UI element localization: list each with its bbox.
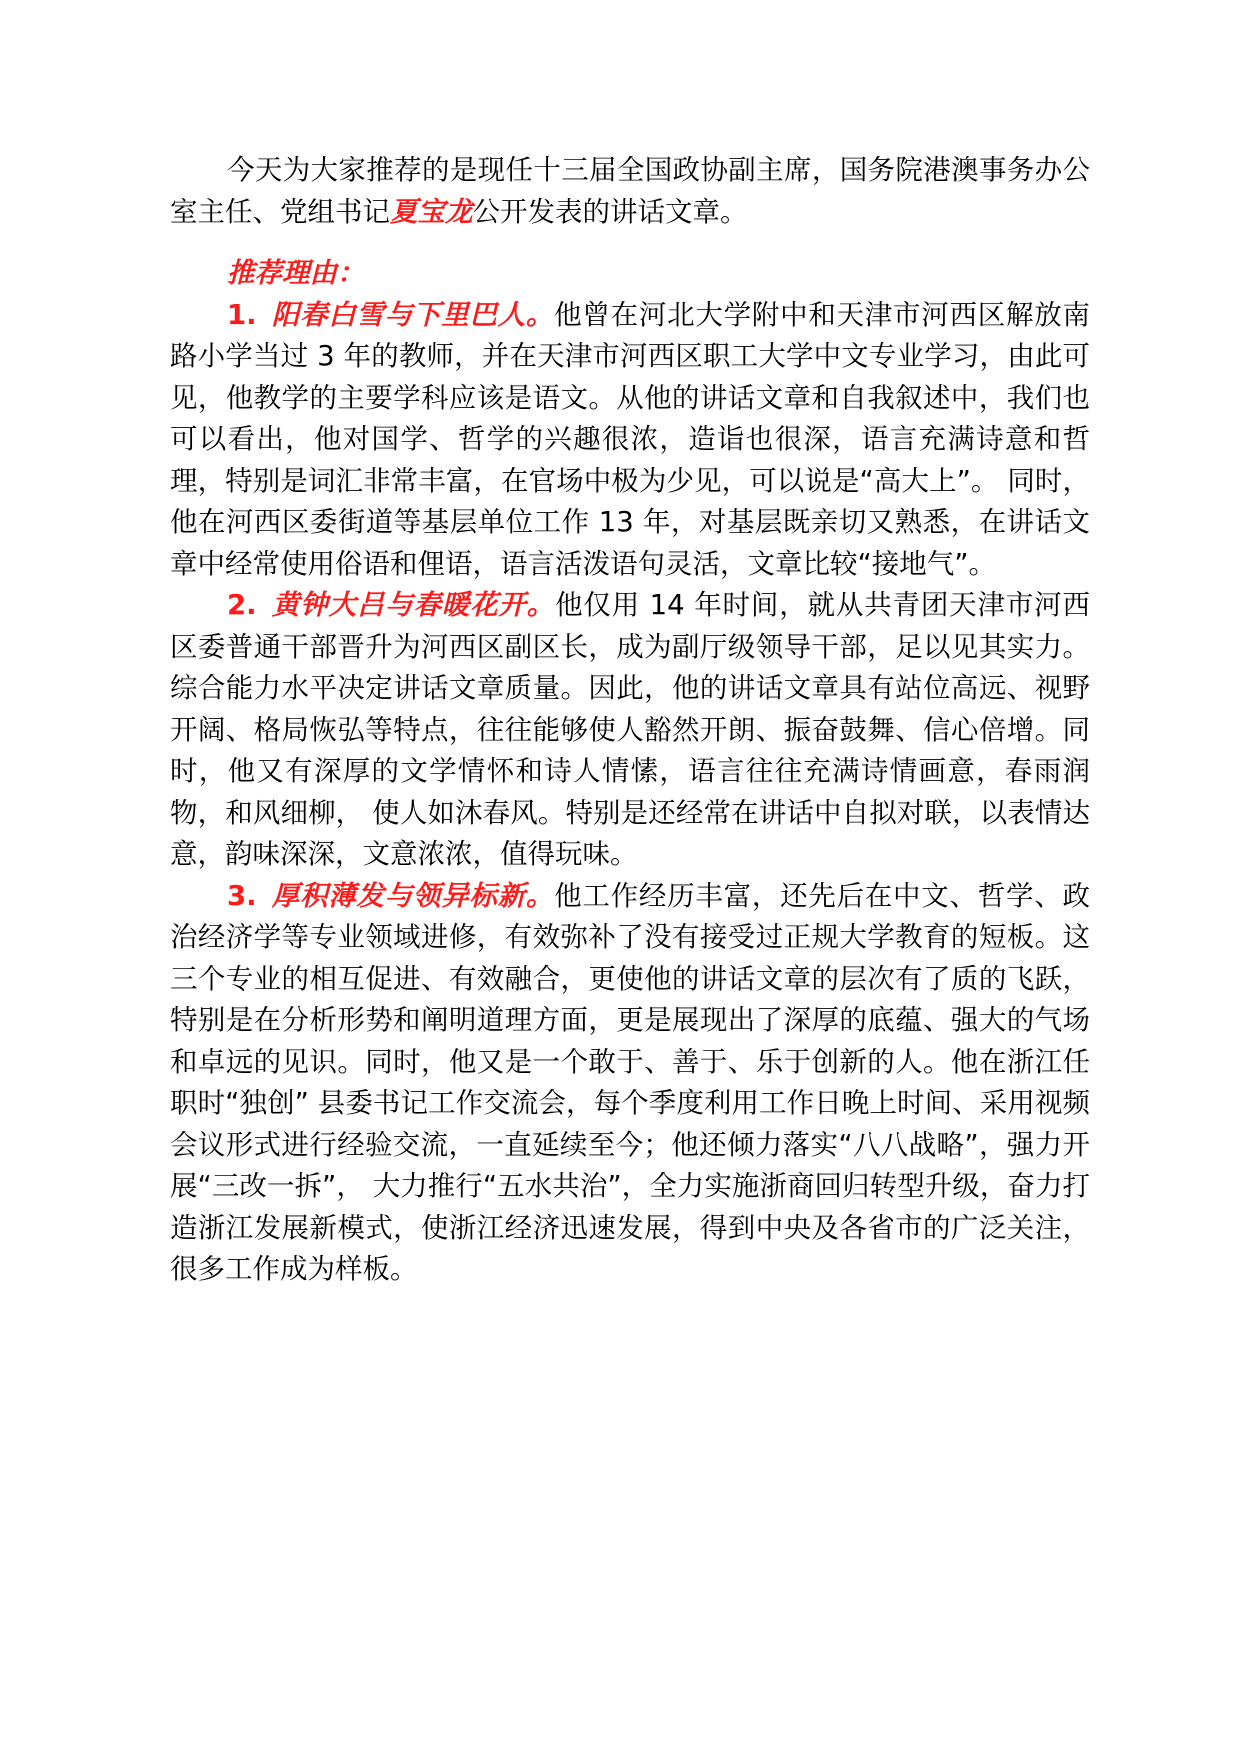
item-body: 他工作经历丰富，还先后在中文、哲学、政治经济学等专业领域进修，有效弥补了没有接受过正规大学教育的短板。这三个专业的相互促进、有效融合，更使他的讲话文章的层次有了质的飞跃，特别是在分析形势和阐明道理方面，更是展现出了深厚的底蕴、强大的气场和卓远的见识。同时，他又是一个敢于、善于、乐于创新的人。他在浙江任职时“独创” 县委书记工作交流会，每个季度利用工作日晚上时间、采用视频会议形式进行经验交流，一直延续至今；他还倾力落实“八八战略”，强力开展“三改一拆”， 大力推行“五水共治”，全力实施浙商回归转型升级，奋力打造浙江发展新模式，使浙江经济迅速发展，得到中央及各省市的广泛关注，很多工作成为样板。 (170, 879, 1090, 1285)
item-title: 黄钟大吕与春暖花开。 (271, 589, 556, 621)
reason-item-3 (170, 876, 1090, 1291)
reason-item-1 (170, 295, 1090, 586)
intro-text-after: 公开发表的讲话文章。 (472, 195, 748, 228)
item-number: 1. (227, 298, 257, 331)
item-title: 阳春白雪与下里巴人。 (271, 298, 555, 331)
reasons-heading: 推荐理由： (227, 257, 365, 289)
item-number: 3. (227, 879, 257, 912)
item-body: 他曾在河北大学附中和天津市河西区解放南路小学当过 3 年的教师，并在天津市河西区职工大学中文专业学习，由此可见，他教学的主要学科应该是语文。从他的讲话文章和自我叙述中，我们也可以看出，他对国学、哲学的兴趣很浓，造诣也很深，语言充满诗意和哲理，特别是词汇非常丰富，在官场中极为少见，可以说是“高大上”。 同时，他在河西区委街道等基层单位工作 13 年，对基层既亲切又熟悉，在讲话文章中经常使用俗语和俚语，语言活泼语句灵活，文章比较“接地气”。 (170, 298, 1090, 580)
item-body: 他仅用 14 年时间，就从共青团天津市河西区委普通干部晋升为河西区副区长，成为副厅级领导干部，足以见其实力。综合能力水平决定讲话文章质量。因此，他的讲话文章具有站位高远、视野开阔、格局恢弘等特点，往往能够使人豁然开朗、振奋鼓舞、信心倍增。同时，他又有深厚的文学情怀和诗人情愫，语言往往充满诗情画意，春雨润物，和风细柳， 使人如沐春风。特别是还经常在讲话中自拟对联，以表情达意，韵味深深，文意浓浓，值得玩味。 (170, 589, 1090, 870)
intro-highlight-name: 夏宝龙 (390, 195, 473, 228)
intro-text-before: 今天为大家推荐的是现任十三届全国政协副主席，国务院港澳事务办公室主任、党组书记 (170, 154, 1090, 228)
item-number: 2. (227, 589, 257, 621)
intro-paragraph (170, 150, 1090, 233)
item-title: 厚积薄发与领异标新。 (271, 879, 555, 912)
reason-item-2 (170, 585, 1090, 876)
section-heading (170, 253, 1090, 295)
document-page (170, 150, 1090, 1291)
